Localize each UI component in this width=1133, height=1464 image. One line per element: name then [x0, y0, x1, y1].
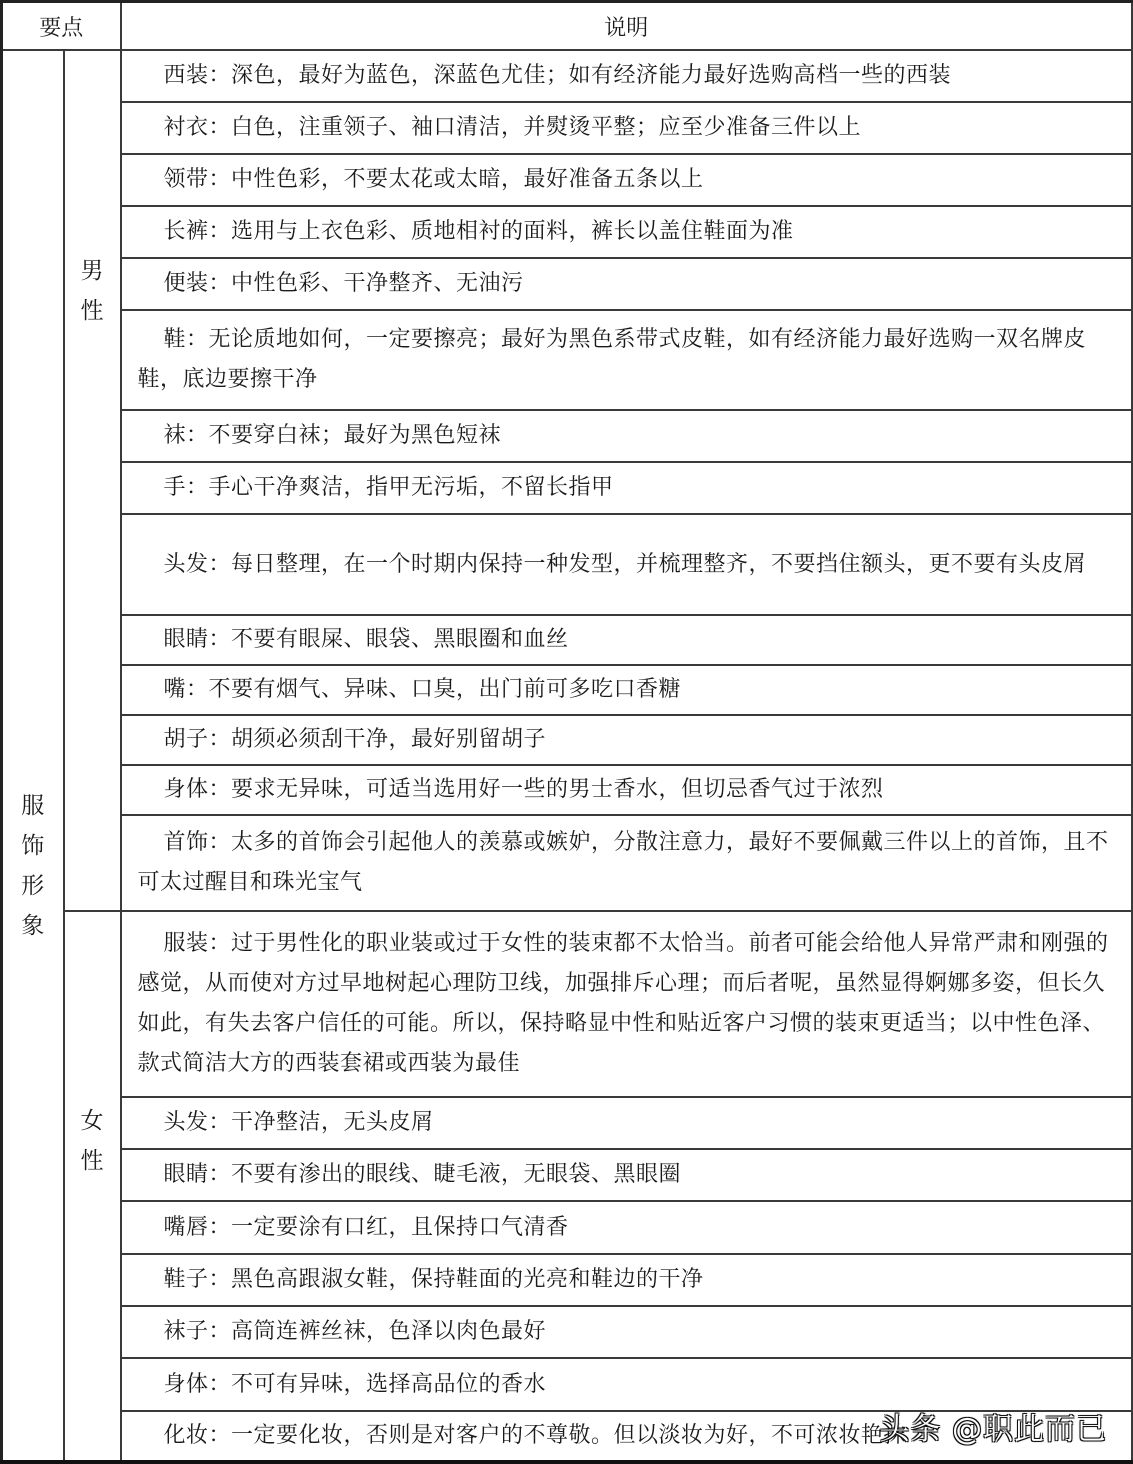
male-row [2, 50, 1133, 102]
category-cell-char: 服 [21, 792, 45, 819]
female-cell-char: 女 [80, 1108, 104, 1134]
female-row [2, 911, 1133, 1097]
male-item-description: 便装：中性色彩、干净整齐、无油污 [121, 258, 1132, 310]
female-row [2, 1097, 1133, 1149]
male-row [2, 765, 1133, 815]
female-item-description: 头发：干净整洁，无头皮屑 [121, 1097, 1132, 1149]
female-item-description: 嘴唇：一定要涂有口红，且保持口气清香 [121, 1201, 1132, 1254]
female-cell [64, 911, 121, 1462]
female-item-description: 袜子：高筒连裤丝袜，色泽以肉色最好 [121, 1306, 1132, 1358]
male-row [2, 154, 1133, 206]
category-cell-char: 象 [21, 912, 45, 939]
male-item-description: 长裤：选用与上衣色彩、质地相衬的面料，裤长以盖住鞋面为准 [121, 206, 1132, 258]
header-key-points: 要点 [2, 2, 121, 51]
female-row [2, 1254, 1133, 1306]
female-item-description: 眼睛：不要有渗出的眼线、睫毛液，无眼袋、黑眼圈 [121, 1149, 1132, 1201]
male-row [2, 310, 1133, 410]
female-row [2, 1149, 1133, 1201]
male-item-description: 眼睛：不要有眼屎、眼袋、黑眼圈和血丝 [121, 615, 1132, 665]
female-row [2, 1306, 1133, 1358]
male-item-description: 领带：中性色彩，不要太花或太暗，最好准备五条以上 [121, 154, 1132, 206]
male-item-description: 首饰：太多的首饰会引起他人的羡慕或嫉妒，分散注意力，最好不要佩戴三件以上的首饰，且不可太过醒目和珠光宝气 [121, 815, 1132, 911]
male-cell-char: 性 [80, 297, 104, 324]
male-row [2, 102, 1133, 154]
female-cell-char: 性 [80, 1148, 104, 1174]
female-item-description: 服装：过于男性化的职业装或过于女性的装束都不太恰当。前者可能会给他人异常严肃和刚强的感觉，从而使对方过早地树起心理防卫线，加强排斥心理；而后者呢，虽然显得婀娜多姿，但长久如此，有失去客户信任的可能。所以，保持略显中性和贴近客户习惯的装束更适当；以中性色泽、款式简洁大方的西装套裙或西装为最佳 [121, 911, 1132, 1097]
category-cell [2, 50, 64, 1462]
male-item-description: 西装：深色，最好为蓝色，深蓝色尤佳；如有经济能力最好选购高档一些的西装 [121, 50, 1132, 102]
male-cell-char: 男 [80, 257, 104, 284]
male-item-description: 胡子：胡须必须刮干净，最好别留胡子 [121, 715, 1132, 765]
male-row [2, 615, 1133, 665]
male-row [2, 665, 1133, 715]
male-item-description: 鞋：无论质地如何，一定要擦亮；最好为黑色系带式皮鞋，如有经济能力最好选购一双名牌皮鞋，底边要擦干净 [121, 310, 1132, 410]
category-cell-char: 饰 [21, 832, 45, 859]
male-item-description: 手：手心干净爽洁，指甲无污垢，不留长指甲 [121, 462, 1132, 514]
male-item-description: 头发：每日整理，在一个时期内保持一种发型，并梳理整齐，不要挡住额头，更不要有头皮屑 [121, 514, 1132, 615]
watermark: 头条 @职此而已 [879, 1412, 1107, 1447]
male-row [2, 258, 1133, 310]
female-item-description: 鞋子：黑色高跟淑女鞋，保持鞋面的光亮和鞋边的干净 [121, 1254, 1132, 1306]
male-row [2, 514, 1133, 615]
female-row [2, 1201, 1133, 1254]
male-cell [64, 50, 121, 911]
male-row [2, 462, 1133, 514]
male-row [2, 410, 1133, 462]
male-row [2, 715, 1133, 765]
category-cell-char: 形 [21, 872, 45, 899]
male-row [2, 206, 1133, 258]
male-item-description: 衬衣：白色，注重领子、袖口清洁，并熨烫平整；应至少准备三件以上 [121, 102, 1132, 154]
female-item-description: 身体：不可有异味，选择高品位的香水 [121, 1358, 1132, 1411]
header-row [2, 2, 1133, 51]
male-row [2, 815, 1133, 911]
male-item-description: 身体：要求无异味，可适当选用好一些的男士香水，但切忌香气过于浓烈 [121, 765, 1132, 815]
male-item-description: 嘴：不要有烟气、异味、口臭，出门前可多吃口香糖 [121, 665, 1132, 715]
female-item-description: 化妆：一定要化妆，否则是对客户的不尊敬。但以淡妆为好，不可浓妆艳抹 [121, 1411, 1132, 1462]
header-description: 说明 [121, 2, 1132, 51]
male-item-description: 袜：不要穿白袜；最好为黑色短袜 [121, 410, 1132, 462]
